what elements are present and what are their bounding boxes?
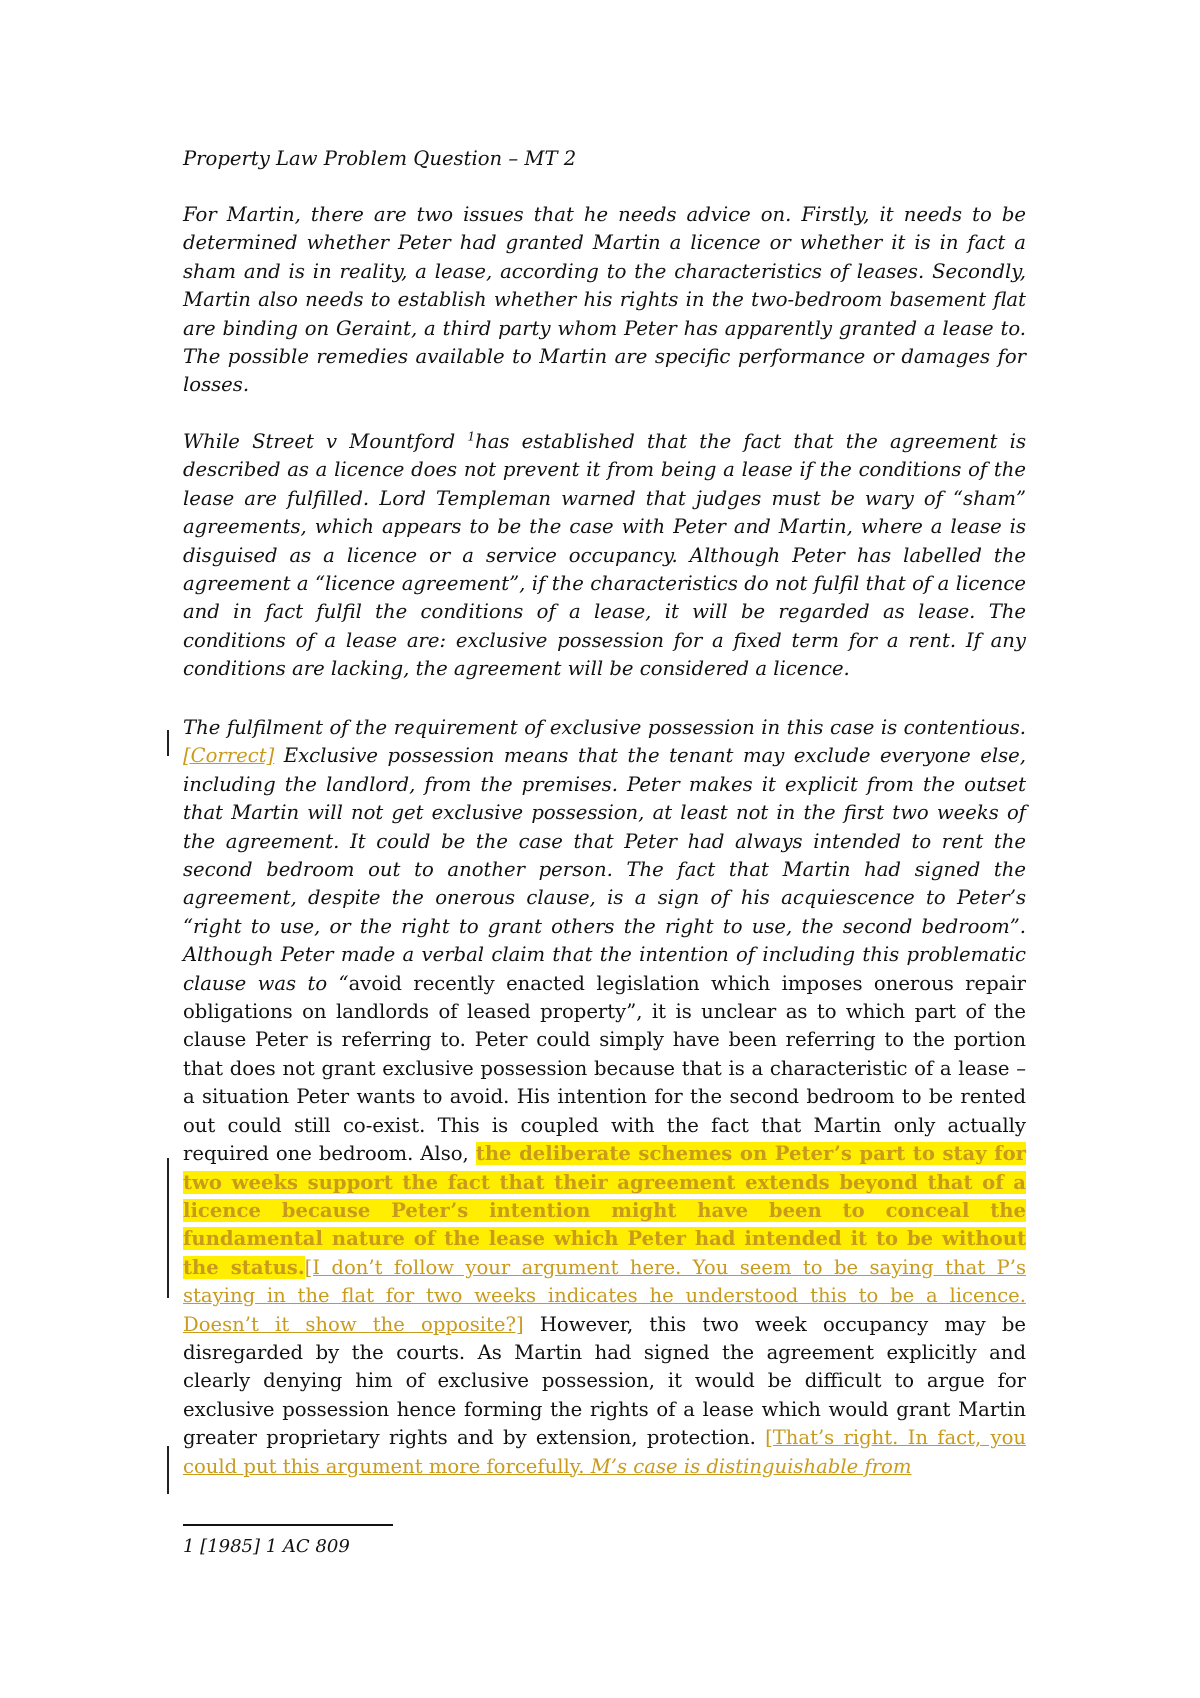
footnote: 1 [1985] 1 AC 809 <box>183 1536 350 1557</box>
review-comment-correct[interactable]: [Correct] <box>183 744 275 768</box>
paragraph-3-continuation: However, this two week occupancy may be disregarded by the courts. As Martin had signed the agreement explicitly and clearly denying him of exclusive possession, it would be difficult to argue for exclusive possession hence forming the rights of a lease which would grant Martin greater proprietary rights and by extension, protection. <box>183 1312 1027 1450</box>
paragraph-1: For Martin, there are two issues that he needs advice on. Firstly, it needs to be determined whether Peter had granted Martin a licence or whether it is in fact a sham and is in reality, a lease, according to the characteristics of leases. Secondly, Martin also needs to establish whether his rights in the two-bedroom basement flat are binding on Geraint, a third party whom Peter has apparently granted a lease to. The possible remedies available to Martin are specific performance or damages for losses. <box>183 203 1026 397</box>
change-bar <box>167 1158 169 1298</box>
change-bar <box>167 1446 169 1494</box>
paragraph-3-intro: The fulfilment of the requirement of exclusive possession in this case is contentious. <box>183 716 1026 739</box>
paragraph-2-lead: While Street v Mountford <box>183 430 468 453</box>
footnote-reference[interactable]: 1 <box>467 429 476 444</box>
review-comment-thats-right[interactable]: [That’s right. In fact, you could put this argument more forcefully. <box>183 1426 1026 1478</box>
review-comment-argument[interactable]: [I don’t follow your argument here. You seem to be saying that P’s staying in the flat for two weeks indicates he understood this to be a licence. Doesn’t it show the opposite?] <box>183 1255 1027 1336</box>
review-comment-thats-right-italic[interactable]: M’s case is distinguishable from <box>590 1454 912 1478</box>
highlighted-passage[interactable]: the deliberate schemes on Peter’s part to stay for two weeks support the fact that their agreement extends beyond that of a licence because Peter’s intention might have been to conceal the fundamental nature of the lease which Peter had intended it to be without the status. <box>183 1142 1027 1279</box>
footnote-separator <box>183 1524 393 1526</box>
paragraph-3 <box>183 714 1026 1481</box>
paragraph-3-italic-body: Exclusive possession means that the tenant may exclude everyone else, including the landlord, from the premises. Peter makes it explicit from the outset that Martin will not get exclusive possession, at least not in the first two weeks of the agreement. It could be the case that Peter had always intended to rent the second bedroom out to another person. The fact that Martin had signed the agreement, despite the onerous clause, is a sign of his acquiescence to Peter’s “right to use, or the right to grant others the right to use, the second bedroom”. Although Peter made a verbal claim that the intention of including this problematic clause was to “ <box>183 744 1026 995</box>
paragraph-3-upright-body: avoid recently enacted legislation which imposes onerous repair obligations on landlords of leased property”, it is unclear as to which part of the clause Peter is referring to. Peter could simply have been referring to the portion that does not grant exclusive possession because that is a characteristic of a lease – a situation Peter wants to avoid. His intention for the second bedroom to be rented out could still co-exist. This is coupled with the fact that Martin only actually required one bedroom. Also, <box>183 971 1026 1166</box>
paragraph-2-body: has established that the fact that the agreement is described as a licence does not prevent it from being a lease if the conditions of the lease are fulfilled. Lord Templeman warned that judges must be wary of “sham” agreements, which appears to be the case with Peter and Martin, where a lease is disguised as a licence or a service occupancy. Although Peter has labelled the agreement a “licence agreement”, if the characteristics do not fulfil that of a licence and in fact fulfil the conditions of a lease, it will be regarded as lease. The conditions of a lease are: exclusive possession for a fixed term for a rent. If any conditions are lacking, the agreement will be considered a licence. <box>183 430 1026 681</box>
change-bar <box>167 730 169 756</box>
document-title: Property Law Problem Question – MT 2 <box>183 147 577 170</box>
paragraph-2 <box>183 428 1026 684</box>
